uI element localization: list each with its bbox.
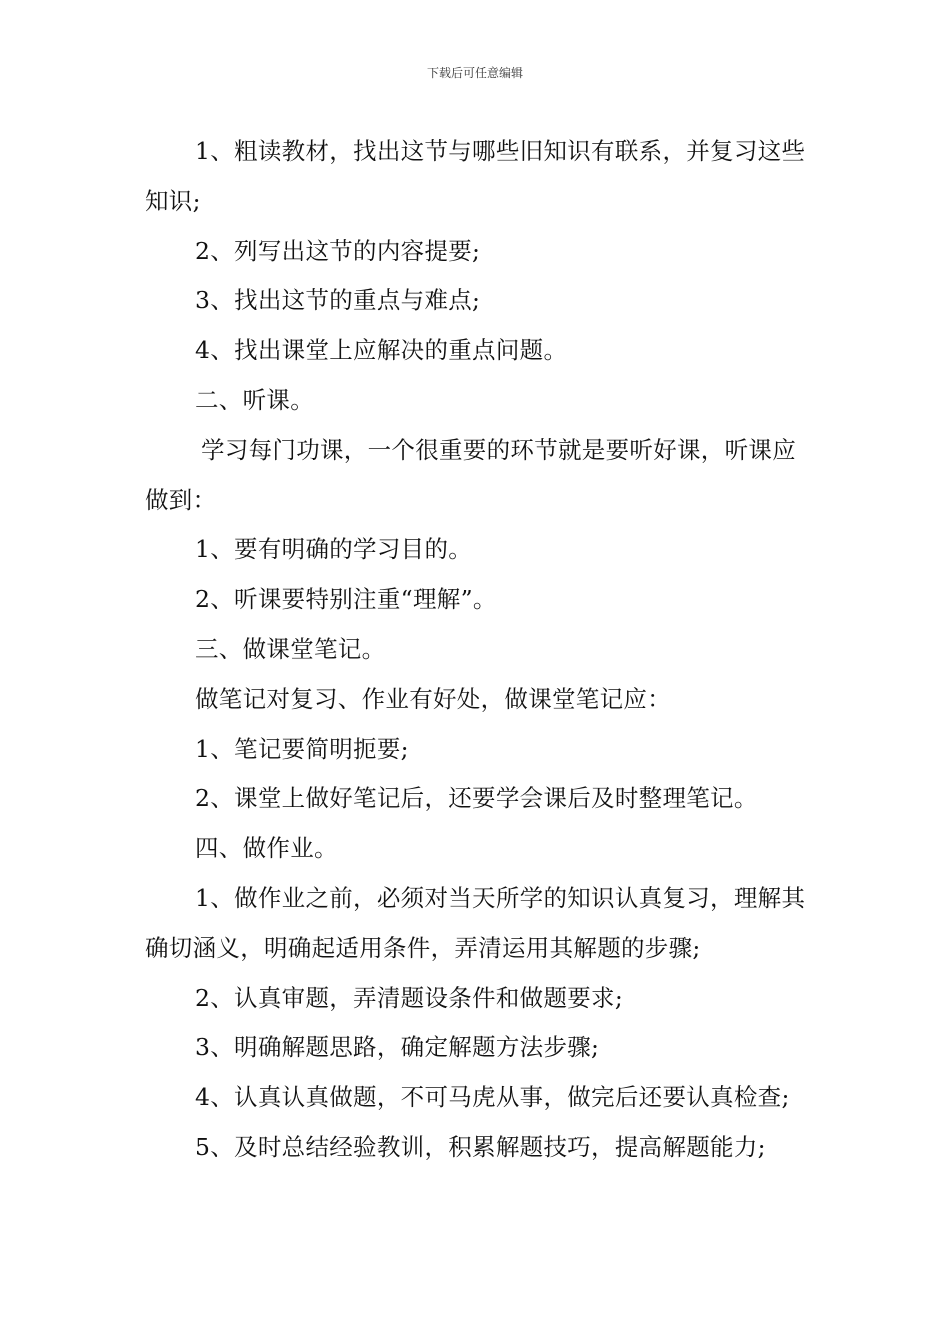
paragraph: 学习每门功课，一个很重要的环节就是要听好课，听课应做到： xyxy=(145,435,796,514)
paragraph: 1、粗读教材，找出这节与哪些旧知识有联系，并复习这些知识; xyxy=(145,137,806,215)
paragraph: 4、认真认真做题，不可马虎从事，做完后还要认真检查; xyxy=(195,1083,790,1112)
page-header: 下载后可任意编辑 xyxy=(426,66,523,80)
paragraph: 2、认真审题，弄清题设条件和做题要求; xyxy=(195,983,624,1012)
document-body xyxy=(145,127,810,1173)
paragraph: 2、听课要特别注重“理解”。 xyxy=(195,585,497,614)
paragraph: 3、找出这节的重点与难点; xyxy=(195,286,481,315)
paragraph: 1、笔记要简明扼要; xyxy=(195,734,409,763)
paragraph: 1、要有明确的学习目的。 xyxy=(195,535,473,564)
paragraph: 1、做作业之前，必须对当天所学的知识认真复习，理解其确切涵义，明确起适用条件，弄清运用其解题的步骤; xyxy=(145,883,806,962)
paragraph: 做笔记对复习、作业有好处，做课堂笔记应： xyxy=(195,684,671,713)
paragraph: 3、明确解题思路，确定解题方法步骤; xyxy=(195,1033,600,1062)
section-heading: 四、做作业。 xyxy=(195,834,338,863)
paragraph: 5、及时总结经验教训，积累解题技巧，提高解题能力; xyxy=(195,1132,766,1161)
paragraph: 2、列写出这节的内容提要; xyxy=(195,236,481,265)
section-heading: 二、听课。 xyxy=(195,385,314,414)
paragraph: 4、找出课堂上应解决的重点问题。 xyxy=(195,336,568,365)
section-heading: 三、做课堂笔记。 xyxy=(195,634,386,663)
paragraph: 2、课堂上做好笔记后，还要学会课后及时整理笔记。 xyxy=(195,784,758,813)
